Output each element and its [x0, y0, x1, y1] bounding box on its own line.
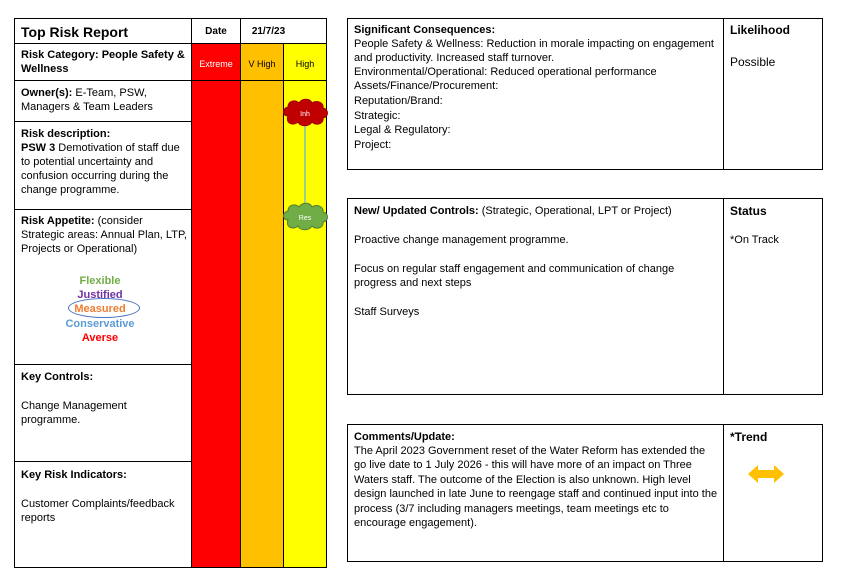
title-cell [14, 18, 192, 44]
left-risk-table [14, 18, 327, 568]
risk-description-text [21, 141, 189, 197]
owners-label: Owner(s): [21, 87, 73, 99]
owners-value: E-Team, PSW, Managers & Team Leaders [21, 87, 153, 113]
kri-label: Key Risk Indicators: [21, 469, 127, 481]
residual-marker [284, 203, 328, 230]
heat-label-high: High [295, 59, 315, 69]
controls-box [347, 198, 823, 395]
trend-label: *Trend [730, 430, 768, 444]
owners-cell [14, 80, 192, 122]
risk-code: PSW 3 [21, 142, 56, 154]
appetite-conservative: Conservative [65, 318, 135, 330]
residual-label: Res [298, 215, 312, 222]
risk-category-label: Risk Category: People Safety & Wellness [21, 49, 185, 75]
consequence-line-6: Project: [354, 139, 392, 151]
control-item-1: Focus on regular staff engagement and communication of change progress and next steps [354, 263, 675, 289]
date-label-cell [191, 18, 241, 44]
risk-appetite-note: (consider Strategic areas: Annual Plan, LTP, Projects or Operational) [21, 215, 187, 255]
risk-movement-markers [279, 96, 331, 242]
key-risk-indicators-cell [14, 461, 192, 568]
consequences-box [347, 18, 823, 170]
consequences-divider [723, 19, 724, 169]
consequence-line-3: Reputation/Brand: [354, 95, 443, 107]
heat-column-vhigh [240, 43, 284, 568]
status-value: *On Track [730, 234, 779, 246]
date-label: Date [205, 26, 227, 37]
risk-category-cell [14, 43, 192, 81]
key-controls-label: Key Controls: [21, 371, 94, 383]
consequence-line-1: Environmental/Operational: Reduced operational performance [354, 66, 657, 78]
control-item-0: Proactive change management programme. [354, 234, 569, 246]
likelihood-label: Likelihood [730, 23, 790, 37]
control-item-2: Staff Surveys [354, 306, 420, 318]
double-arrow-icon [748, 463, 784, 485]
controls-heading-text [354, 204, 720, 218]
risk-description-cell [14, 121, 192, 210]
heat-column-extreme [191, 43, 241, 568]
report-title: Top Risk Report [21, 24, 129, 40]
controls-divider [723, 199, 724, 394]
consequence-line-4: Strategic: [354, 110, 401, 122]
date-value: 21/7/23 [251, 26, 286, 37]
heat-label-vhigh: V High [248, 59, 276, 69]
comments-box [347, 424, 823, 562]
risk-appetite-cell [14, 209, 192, 365]
heat-label-extreme: Extreme [199, 59, 233, 69]
date-value-cell [240, 18, 327, 44]
key-controls-cell [14, 364, 192, 462]
status-label: Status [730, 204, 767, 218]
controls-heading-note: (Strategic, Operational, LPT or Project) [481, 205, 672, 217]
risk-description-body: Demotivation of staff due to potential uncertainty and confusion occurring during the change programme. [21, 142, 180, 196]
appetite-justified: Justified [77, 289, 123, 301]
comments-divider [723, 425, 724, 561]
owners-text [21, 86, 189, 114]
consequence-line-2: Assets/Finance/Procurement: [354, 80, 499, 92]
appetite-averse: Averse [81, 332, 119, 344]
consequence-line-0: People Safety & Wellness: Reduction in morale impacting on engagement and productivity. Increased staff turnover. [354, 38, 714, 64]
risk-appetite-text [21, 214, 189, 256]
inherent-marker [284, 99, 328, 126]
appetite-measured: Measured [74, 303, 126, 315]
appetite-flexible: Flexible [79, 275, 121, 287]
comments-heading: Comments/Update: [354, 431, 455, 443]
consequence-line-5: Legal & Regulatory: [354, 124, 451, 136]
kri-value: Customer Complaints/feedback reports [21, 498, 175, 524]
likelihood-value: Possible [730, 55, 776, 69]
comments-text: The April 2023 Government reset of the Water Reform has extended the go live date to 1 July 2026 - this will have more of an impact on Three Waters staff. The outcome of the Election is also unknown. High level design launched in late June to reengage staff and continued input into the process (3/7 including managers meetings, team meetings etc to encourage engagement). [354, 445, 718, 530]
risk-description-label: Risk description: [21, 128, 111, 140]
inherent-label: Inh [300, 111, 310, 118]
risk-appetite-label: Risk Appetite: [21, 215, 95, 227]
consequences-heading: Significant Consequences: [354, 24, 496, 36]
controls-heading: New/ Updated Controls: [354, 205, 479, 217]
key-controls-value: Change Management programme. [21, 400, 127, 426]
